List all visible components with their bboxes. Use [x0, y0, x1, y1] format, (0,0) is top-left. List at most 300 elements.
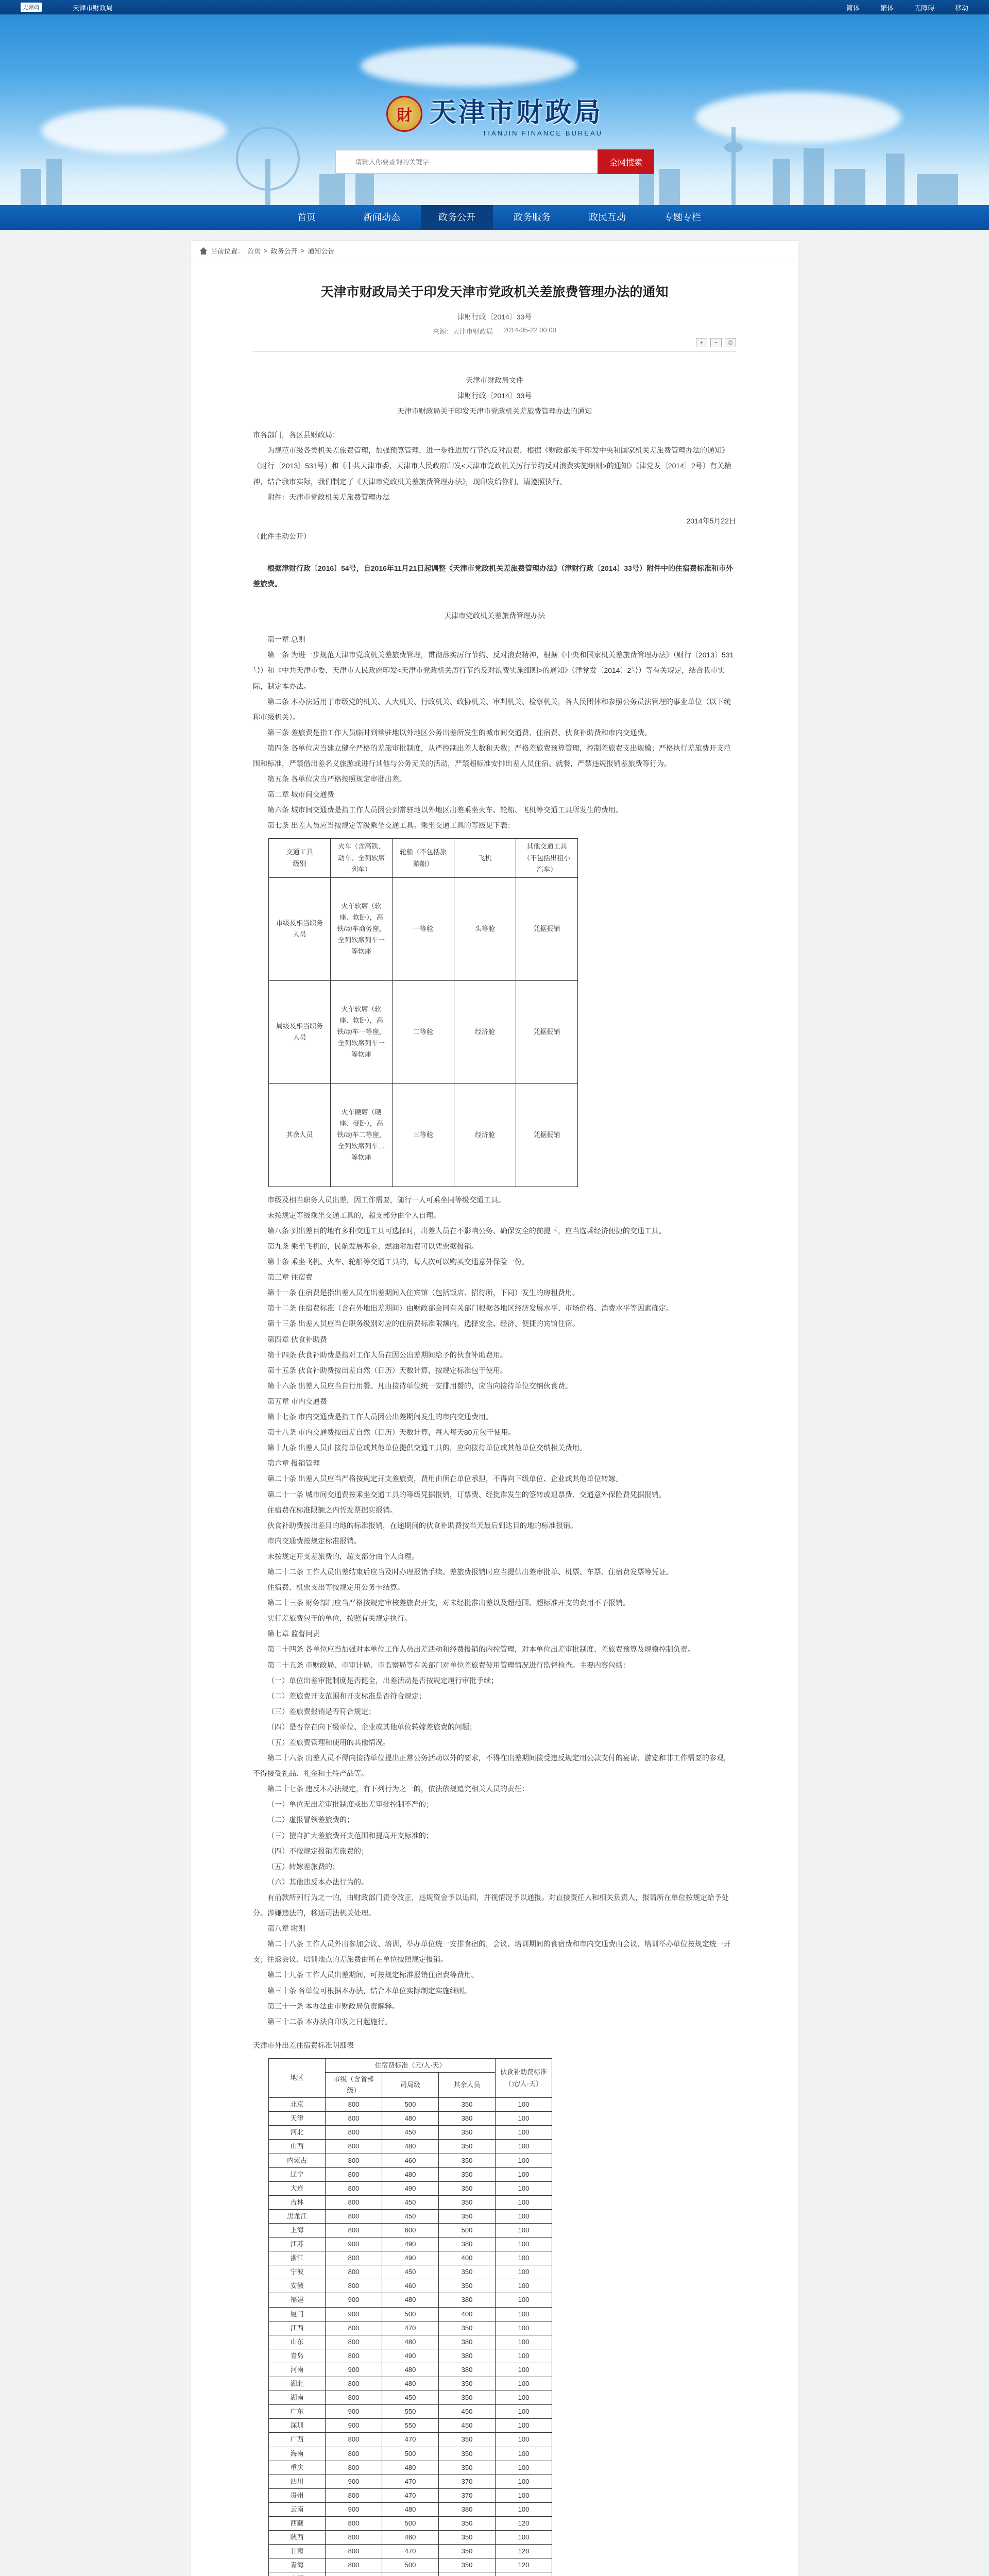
- paragraph: 第四章 伙食补助费: [267, 1335, 327, 1344]
- table-cell: 500: [382, 2558, 439, 2572]
- paragraph: 第九条 乘坐飞机的，民航发展基金、燃油附加费可以凭票据报销。: [267, 1242, 479, 1250]
- table-cell: 490: [382, 2349, 439, 2363]
- table-cell: 450: [382, 2265, 439, 2279]
- table-cell: 河北: [269, 2126, 326, 2140]
- paragraph: （四）是否存在向下级单位、企业或其他单位转嫁差旅费的问题；: [267, 1722, 476, 1731]
- table-cell: 470: [382, 2475, 439, 2488]
- table-row: [269, 980, 578, 1083]
- table-row: [269, 2572, 552, 2576]
- table-cell: 火车硬席（硬座、硬卧），高铁/动车二等座，全列软席列车二等软座: [331, 1083, 393, 1187]
- table-cell: 100: [496, 2391, 552, 2405]
- table-row: [269, 2251, 552, 2265]
- table-row: [269, 2349, 552, 2363]
- table-cell: 350: [439, 2433, 496, 2447]
- paragraph: 第七条 出差人员应当按规定等级乘坐交通工具。乘坐交通工具的等级见下表：: [267, 821, 515, 830]
- table-cell: 100: [496, 2377, 552, 2391]
- table-cell: 贵州: [269, 2488, 326, 2502]
- table-cell: 800: [326, 2377, 382, 2391]
- chapter-heading: 第一章 总则: [267, 635, 305, 644]
- paragraph: 第二十一条 城市间交通费按乘坐交通工具的等级凭据报销，订票费、经批准发生的签转或退票费、交通意外保险费凭据报销。: [267, 1490, 666, 1499]
- annex-title: 天津市党政机关差旅费管理办法: [444, 612, 545, 620]
- breadcrumb-notice-link[interactable]: 通知公告: [308, 247, 335, 255]
- transport-table: [268, 838, 578, 1187]
- table-cell: 100: [496, 2349, 552, 2363]
- table-cell: 380: [439, 2335, 496, 2349]
- paragraph: 第二十四条 各单位应当加强对本单位工作人员出差活动和经费报销的内控管理，对本单位出差审批制度、差旅费预算及规模控制负责。: [267, 1645, 695, 1654]
- table-cell: 上海: [269, 2224, 326, 2238]
- nav-home[interactable]: 首页: [297, 212, 316, 223]
- paragraph: 市内交通费按规定标准报销。: [267, 1536, 361, 1545]
- table-cell: 800: [326, 2224, 382, 2238]
- top-site-name: 天津市财政局: [73, 4, 113, 12]
- table-cell: 四川: [269, 2475, 326, 2488]
- table-row: [269, 2475, 552, 2488]
- paragraph: 第六章 报销管理: [267, 1459, 320, 1468]
- table-header-cell: 其余人员: [439, 2072, 496, 2097]
- top-link-accessibility[interactable]: 无障碍: [914, 4, 934, 12]
- table-cell: 头等舱: [454, 877, 516, 980]
- finance-emblem-icon: 財: [386, 96, 422, 132]
- table-cell: 三等舱: [393, 1083, 454, 1187]
- paragraph: （六）其他违反本办法行为的。: [267, 1877, 368, 1886]
- table-cell: 100: [496, 2224, 552, 2238]
- table-cell: 山东: [269, 2335, 326, 2349]
- table-row: [269, 2419, 552, 2433]
- table-cell: 480: [382, 2461, 439, 2475]
- table-cell: 100: [496, 2279, 552, 2293]
- paragraph: 第二十八条 工作人员外出参加会议、培训，举办单位统一安排食宿的，会议、培训期间的食宿费和市内交通费由会议、培训举办单位按规定统一开支；往返会议、培训地点的差旅费由所在单位按照规定报销。: [253, 1940, 731, 1964]
- table-cell: 460: [382, 2154, 439, 2167]
- table-cell: [269, 2572, 326, 2576]
- paragraph: （二）差旅费开支范围和开支标准是否符合规定；: [267, 1691, 426, 1700]
- table-header-row: [269, 2058, 552, 2072]
- paragraph: 第十八条 市内交通费按出差自然（日历）天数计算，每人每天80元包干使用。: [267, 1428, 516, 1437]
- table-cell: 380: [439, 2502, 496, 2516]
- site-logo[interactable]: [386, 91, 603, 137]
- table-cell: 470: [382, 2321, 439, 2335]
- table-cell: 380: [439, 2293, 496, 2307]
- article-source: 来源：天津市财政局: [433, 328, 493, 335]
- table-cell: 100: [496, 2488, 552, 2502]
- chapter-heading: 第二章 城市间交通费: [267, 790, 334, 799]
- table-cell: 青海: [269, 2558, 326, 2572]
- table-cell: 380: [439, 2238, 496, 2251]
- table-header-cell: 司局级: [382, 2072, 439, 2097]
- bold-notice: 根据津财行政〔2016〕54号，自2016年11月21日起调整《天津市党政机关差旅费管理办法》（津财行政〔2014〕33号）附件中的住宿费标准和市外差旅费。: [253, 564, 733, 588]
- table-cell: 350: [439, 2531, 496, 2545]
- font-small-button[interactable]: −: [710, 338, 722, 347]
- table-cell: 480: [382, 2377, 439, 2391]
- table-cell: 350: [439, 2265, 496, 2279]
- table-cell: 100: [496, 2112, 552, 2126]
- table-cell: 安徽: [269, 2279, 326, 2293]
- top-link-traditional[interactable]: 繁体: [880, 4, 894, 12]
- header-banner: [0, 14, 989, 205]
- table-row: [269, 2461, 552, 2475]
- table-cell: 600: [382, 2224, 439, 2238]
- paragraph: 第五条 各单位应当严格按照规定审批出差。: [267, 775, 406, 784]
- table-cell: 120: [496, 2558, 552, 2572]
- table-cell: 450: [382, 2391, 439, 2405]
- paragraph: 第三条 差旅费是指工作人员临时到常驻地以外地区公务出差所发生的城市间交通费、住宿费、伙食补助费和市内交通费。: [267, 728, 652, 737]
- table-cell: 浙江: [269, 2251, 326, 2265]
- table-cell: 800: [326, 2112, 382, 2126]
- paragraph: （三）差旅费报销是否符合规定；: [267, 1707, 376, 1716]
- table-cell: 100: [496, 2502, 552, 2516]
- article-frame: [191, 240, 798, 2576]
- paragraph: 第十七条 市内交通费是指工作人员因公出差期间发生的市内交通费用。: [267, 1413, 493, 1421]
- paragraph: 第二十二条 工作人员出差结束后应当及时办理报销手续。差旅费报销时应当提供出差审批单、机票、车票、住宿费发票等凭证。: [267, 1567, 673, 1576]
- table-cell: 800: [326, 2321, 382, 2335]
- table-row: [269, 2112, 552, 2126]
- table-cell: 100: [496, 2321, 552, 2335]
- table-row: [269, 2307, 552, 2321]
- table-row: [269, 2488, 552, 2502]
- table-row: [269, 2209, 552, 2223]
- table-cell: 100: [496, 2447, 552, 2461]
- paragraph: 住宿费在标准限额之内凭发票据实报销。: [267, 1505, 397, 1514]
- breadcrumb-home-link[interactable]: 首页: [247, 247, 261, 255]
- table-cell: 100: [496, 2098, 552, 2112]
- paragraph: 第十三条 出差人员应当在职务级别对应的住宿费标准限额内，选择安全、经济、便捷的宾馆住宿。: [267, 1319, 579, 1328]
- paragraph: 市级及相当职务人员出差，因工作需要，随行一人可乘坐同等级交通工具。: [267, 1195, 505, 1204]
- table-cell: 350: [439, 2140, 496, 2154]
- table-row: [269, 2531, 552, 2545]
- chapter2-paragraphs: [253, 802, 736, 833]
- paragraph: 第二十九条 工作人员出差期间，可按规定标准报销住宿费等费用。: [267, 1971, 479, 1979]
- paragraph: 第二十五条 市财政局、市审计局、市监察局等有关部门对单位差旅费使用管理情况进行监督检查。主要内容包括：: [267, 1660, 630, 1669]
- table-cell: 490: [382, 2181, 439, 2195]
- table-row: [269, 2447, 552, 2461]
- table-cell: 350: [439, 2447, 496, 2461]
- table-cell: 480: [382, 2335, 439, 2349]
- table-header-cell: 伙食补助费标准（元/人·天）: [496, 2058, 552, 2097]
- table-cell: 100: [496, 2140, 552, 2154]
- table-cell: 800: [326, 2265, 382, 2279]
- paragraph: 第二十三条 财务部门应当严格按规定审核差旅费开支，对未经批准出差以及超范围、超标准开支的费用不予报销。: [267, 1599, 630, 1607]
- body-header-line: 天津市财政局文件: [466, 376, 523, 384]
- table-row: [269, 2377, 552, 2391]
- table-cell: 460: [382, 2531, 439, 2545]
- table-cell: 800: [326, 2335, 382, 2349]
- table-header-cell: 地区: [269, 2058, 326, 2097]
- allowance-table-title: 天津市外出差住宿费标准明细表: [253, 2041, 354, 2049]
- table-row: [269, 2195, 552, 2209]
- table-cell: 480: [382, 2363, 439, 2377]
- table-cell: 经济舱: [454, 1083, 516, 1187]
- paragraph: 第十条 乘坐飞机、火车、轮船等交通工具的，每人次可以购买交通意外保险一份。: [267, 1258, 529, 1266]
- table-cell: 河南: [269, 2363, 326, 2377]
- table-cell: 黑龙江: [269, 2209, 326, 2223]
- table-cell: 市级及相当职务人员: [269, 877, 331, 980]
- table-header-cell: 其他交通工具（不包括出租小汽车）: [516, 839, 578, 877]
- table-cell: 800: [326, 2154, 382, 2167]
- table-cell: 800: [326, 2558, 382, 2572]
- table-cell: 凭据报销: [516, 1083, 578, 1187]
- table-cell: 深圳: [269, 2419, 326, 2433]
- paragraph: 第六条 城市间交通费是指工作人员因公到常驻地以外地区出差乘坐火车、轮船、飞机等交通工具所发生的费用。: [267, 806, 623, 815]
- table-cell: 380: [439, 2363, 496, 2377]
- table-cell: 100: [496, 2475, 552, 2488]
- table-cell: [439, 2572, 496, 2576]
- body-header-line: 天津市财政局关于印发天津市党政机关差旅费管理办法的通知: [397, 407, 592, 416]
- table-row: [269, 877, 578, 980]
- paragraph: 第十二条 住宿费标准（含在外地出差期间）由财政部会同有关部门根据各地区经济发展水平、市场价格、消费水平等因素确定。: [267, 1304, 673, 1313]
- table-row: [269, 2126, 552, 2140]
- table-cell: 100: [496, 2126, 552, 2140]
- table-cell: 江苏: [269, 2238, 326, 2251]
- font-large-button[interactable]: +: [696, 338, 707, 347]
- top-link-simplified[interactable]: 简体: [846, 4, 860, 12]
- table-cell: 470: [382, 2545, 439, 2558]
- table-cell: 100: [496, 2405, 552, 2419]
- cloud-decoration: [361, 45, 577, 87]
- table-cell: 550: [382, 2419, 439, 2433]
- table-cell: 100: [496, 2209, 552, 2223]
- table-cell: 厦门: [269, 2307, 326, 2321]
- body-header-line: 津财行政〔2014〕33号: [457, 392, 532, 400]
- table-header-cell: 飞机: [454, 839, 516, 877]
- nav-services[interactable]: 政务服务: [514, 212, 551, 223]
- table-cell: 广东: [269, 2405, 326, 2419]
- table-cell: 一等舱: [393, 877, 454, 980]
- paragraph: （五）转嫁差旅费的；: [267, 1862, 339, 1871]
- table-cell: 100: [496, 2433, 552, 2447]
- print-icon[interactable]: ⎙: [725, 338, 736, 347]
- nav-gov-affairs[interactable]: 政务公开: [421, 205, 493, 230]
- table-cell: 重庆: [269, 2461, 326, 2475]
- paragraph: 第二十七条 违反本办法规定，有下列行为之一的，依法依规追究相关人员的责任：: [267, 1785, 529, 1793]
- table-cell: 800: [326, 2167, 382, 2181]
- table-cell: 500: [439, 2224, 496, 2238]
- table-cell: 380: [439, 2112, 496, 2126]
- table-cell: 大连: [269, 2181, 326, 2195]
- table-cell: 450: [439, 2419, 496, 2433]
- paragraph: 第四条 各单位应当建立健全严格的差旅审批制度，从严控制出差人数和天数；严格差旅费预算管理，控制差旅费支出规模；严格执行差旅费开支范围和标准，严禁借出差名义旅游或进行其他与公务无关的活动，严禁超标准安排出差人员住宿、就餐，严禁违规报销差旅费等行为。: [253, 743, 731, 768]
- table-cell: 100: [496, 2251, 552, 2265]
- paragraph: 第十五条 伙食补助费按出差自然（日历）天数计算，按规定标准包干使用。: [267, 1366, 507, 1375]
- breadcrumb-gov-link[interactable]: 政务公开: [270, 247, 298, 255]
- table-cell: 500: [382, 2447, 439, 2461]
- table-cell: 350: [439, 2377, 496, 2391]
- table-cell: 350: [439, 2545, 496, 2558]
- paragraph: 第三十二条 本办法自印发之日起施行。: [267, 2017, 392, 2026]
- table-cell: 火车软席（软座、软卧），高铁/动车商务座，全列软席列车一等软座: [331, 877, 393, 980]
- table-cell: 900: [326, 2307, 382, 2321]
- table-row: [269, 2363, 552, 2377]
- table-cell: 450: [382, 2209, 439, 2223]
- table-cell: 350: [439, 2167, 496, 2181]
- table-cell: 350: [439, 2209, 496, 2223]
- table-cell: 福建: [269, 2293, 326, 2307]
- table-cell: 辽宁: [269, 2167, 326, 2181]
- table-cell: 北京: [269, 2098, 326, 2112]
- breadcrumb-separator: >: [264, 247, 268, 255]
- search-input[interactable]: [335, 149, 598, 174]
- paragraph: 未按规定等级乘坐交通工具的，超支部分由个人自理。: [267, 1211, 440, 1219]
- table-cell: 800: [326, 2461, 382, 2475]
- table-cell: 350: [439, 2321, 496, 2335]
- table-cell: 120: [496, 2516, 552, 2530]
- table-cell: 350: [439, 2391, 496, 2405]
- paragraph: 第二十条 出差人员应当严格按规定开支差旅费，费用由所在单位承担，不得向下级单位、企业或其他单位转嫁。: [267, 1475, 623, 1483]
- table-header-cell: 市级（含省部级）: [326, 2072, 382, 2097]
- nav-topics[interactable]: 专题专栏: [664, 212, 701, 223]
- paragraph: 第二十六条 出差人员不得向接待单位提出正常公务活动以外的要求，不得在出差期间接受违反规定用公款支付的宴请、游览和非工作需要的参观，不得接受礼品、礼金和土特产品等。: [253, 1754, 731, 1778]
- table-cell: 湖南: [269, 2391, 326, 2405]
- table-cell: 350: [439, 2181, 496, 2195]
- table-cell: 480: [382, 2502, 439, 2516]
- article-meta: [253, 326, 736, 336]
- paragraph: （一）单位无出差审批制度或出差审批控制不严的；: [267, 1800, 433, 1809]
- table-row: [269, 2502, 552, 2516]
- table-row: [269, 2265, 552, 2279]
- table-row: [269, 2545, 552, 2558]
- paragraph: 附件：天津市党政机关差旅费管理办法: [267, 493, 390, 501]
- breadcrumb-label: 当前位置：: [211, 247, 245, 255]
- table-row: [269, 2391, 552, 2405]
- table-cell: 凭据报销: [516, 980, 578, 1083]
- logo-subtitle: TIANJIN FINANCE BUREAU: [482, 129, 603, 137]
- paragraph: 第七章 监督问责: [267, 1630, 320, 1638]
- table-row: [269, 2293, 552, 2307]
- table-cell: 100: [496, 2531, 552, 2545]
- table-cell: 350: [439, 2126, 496, 2140]
- table-cell: 其余人员: [269, 1083, 331, 1187]
- table-cell: 900: [326, 2502, 382, 2516]
- paragraph: 第三十条 各单位可根据本办法，结合本单位实际制定实施细则。: [267, 1986, 471, 1995]
- article-body: [253, 364, 736, 2576]
- table-cell: 宁波: [269, 2265, 326, 2279]
- table-row: [269, 2167, 552, 2181]
- table-cell: 甘肃: [269, 2545, 326, 2558]
- top-link-mobile[interactable]: 移动: [954, 4, 968, 12]
- table-cell: 550: [382, 2405, 439, 2419]
- nav-interaction[interactable]: 政民互动: [589, 212, 626, 223]
- table-cell: 广西: [269, 2433, 326, 2447]
- table-row: [269, 2181, 552, 2195]
- table-header-cell: 轮船（不包括旅游船）: [393, 839, 454, 877]
- paragraph: 第十一条 住宿费是指出差人员在出差期间入住宾馆（包括饭店、招待所，下同）发生的房租费用。: [267, 1289, 579, 1297]
- search-button[interactable]: 全网搜索: [598, 149, 654, 174]
- table-cell: [382, 2572, 439, 2576]
- table-cell: 900: [326, 2293, 382, 2307]
- sign-date: 2014年5月22日: [686, 516, 736, 525]
- table-cell: 480: [382, 2293, 439, 2307]
- article-title: 天津市财政局关于印发天津市党政机关差旅费管理办法的通知: [320, 285, 669, 299]
- table-row: [269, 2405, 552, 2419]
- paragraph: 第三章 住宿费: [267, 1273, 313, 1282]
- article-tools: [253, 338, 736, 352]
- table-cell: 350: [439, 2279, 496, 2293]
- table-cell: 450: [382, 2126, 439, 2140]
- table-cell: 西藏: [269, 2516, 326, 2530]
- table-cell: [326, 2572, 382, 2576]
- table-cell: 800: [326, 2447, 382, 2461]
- table-cell: 青岛: [269, 2349, 326, 2363]
- table-cell: 100: [496, 2238, 552, 2251]
- paragraph: 第五章 市内交通费: [267, 1397, 327, 1405]
- table-cell: 350: [439, 2558, 496, 2572]
- table-cell: 100: [496, 2363, 552, 2377]
- table-row: [269, 2238, 552, 2251]
- table-cell: 800: [326, 2516, 382, 2530]
- table-cell: 天津: [269, 2112, 326, 2126]
- table-cell: 100: [496, 2154, 552, 2167]
- salutation: 市各部门，各区县财政局：: [253, 431, 339, 439]
- table-cell: 500: [382, 2098, 439, 2112]
- paragraph: 第二条 本办法适用于市级党的机关、人大机关、行政机关、政协机关、审判机关、检察机关，各人民团体和参照公务员法管理的事业单位（以下统称市级机关）。: [253, 697, 731, 721]
- logo-title: 天津市财政局: [429, 97, 603, 128]
- table-cell: 800: [326, 2433, 382, 2447]
- table-cell: 350: [439, 2461, 496, 2475]
- table-row: [269, 2224, 552, 2238]
- article-date: 2014-05-22 00:00: [503, 326, 556, 334]
- table-cell: 470: [382, 2488, 439, 2502]
- table-header-cell: 住宿费标准（元/人·天）: [326, 2058, 496, 2072]
- paragraph: 第十九条 出差人员由接待单位或其他单位提供交通工具的，应向接待单位或其他单位交纳相关费用。: [267, 1444, 587, 1452]
- table-cell: 800: [326, 2349, 382, 2363]
- paragraph: 第一条 为进一步规范天津市党政机关差旅费管理，贯彻落实厉行节约、反对浪费精神，根据《中央和国家机关差旅费管理办法》（财行〔2013〕531号）和《中共天津市委、天津市人民政府印发<天津市党政机关厉行节约反对浪费实施细则>的通知》（津党发〔2014〕2号）等有关规定，结合我市实际，制定本办法。: [253, 651, 734, 690]
- table-cell: 山西: [269, 2140, 326, 2154]
- nav-news[interactable]: 新闻动态: [363, 212, 400, 223]
- table-cell: 100: [496, 2335, 552, 2349]
- paragraph: 住宿费、机票支出等按规定用公务卡结算。: [267, 1583, 404, 1592]
- table-cell: 湖北: [269, 2377, 326, 2391]
- paragraph: 未按规定开支差旅费的，超支部分由个人自理。: [267, 1552, 419, 1561]
- paragraph: 实行差旅费包干的单位，按照有关规定执行。: [267, 1614, 412, 1623]
- table-cell: 370: [439, 2475, 496, 2488]
- table-cell: 经济舱: [454, 980, 516, 1083]
- table-cell: 800: [326, 2195, 382, 2209]
- table-cell: 350: [439, 2195, 496, 2209]
- table-cell: 800: [326, 2531, 382, 2545]
- table-cell: 100: [496, 2461, 552, 2475]
- table-cell: 480: [382, 2112, 439, 2126]
- accessibility-mini-button[interactable]: 无障碍: [21, 3, 42, 12]
- table-cell: 江西: [269, 2321, 326, 2335]
- table-cell: 800: [326, 2545, 382, 2558]
- table-cell: 900: [326, 2419, 382, 2433]
- table-cell: 100: [496, 2293, 552, 2307]
- table-cell: 450: [439, 2405, 496, 2419]
- table-row: [269, 2154, 552, 2167]
- paragraph: 有前款所列行为之一的，由财政部门责令改正，违规资金予以追回，并视情况予以通报。对直接责任人和相关负责人，报请所在单位按规定给予处分。涉嫌违法的，移送司法机关处理。: [253, 1893, 729, 1918]
- table-cell: 800: [326, 2209, 382, 2223]
- table-cell: 470: [382, 2433, 439, 2447]
- table-cell: 480: [382, 2140, 439, 2154]
- table-cell: 400: [439, 2307, 496, 2321]
- paragraph: 伙食补助费按出差目的地的标准报销，在途期间的伙食补助费按当天最后到达目的地的标准报销。: [267, 1521, 577, 1530]
- table-cell: 100: [496, 2419, 552, 2433]
- table-cell: 800: [326, 2251, 382, 2265]
- table-cell: 800: [326, 2488, 382, 2502]
- table-cell: 800: [326, 2279, 382, 2293]
- search-bar: [335, 149, 654, 174]
- breadcrumb-separator: >: [300, 247, 305, 255]
- paragraph: （四）不按规定报销差旅费的；: [267, 1846, 368, 1855]
- table-row: [269, 2335, 552, 2349]
- allowance-table: [268, 2058, 552, 2576]
- table-row: [269, 2516, 552, 2530]
- paragraph: 第十六条 出差人员应当自行用餐。凡由接待单位统一安排用餐的，应当向接待单位交纳伙食费。: [267, 1381, 572, 1390]
- content-area: [0, 230, 989, 2576]
- table-cell: [496, 2572, 552, 2576]
- paragraph: 为规范市级各类机关差旅费管理，加强预算管理，进一步推进厉行节约反对浪费，根据《财政部关于印发中央和国家机关差旅费管理办法的通知》（财行〔2013〕531号）和《中共天津市委、天津市人民政府印发<天津市党政机关厉行节约反对浪费实施细则>的通知》（津党发〔2014〕2号）有关精神，结合我市实际，我们制定了《天津市党政机关差旅费管理办法》，现印发给你们，请遵照执行。: [253, 446, 731, 486]
- table-cell: 350: [439, 2516, 496, 2530]
- table-cell: 900: [326, 2363, 382, 2377]
- table-cell: 100: [496, 2181, 552, 2195]
